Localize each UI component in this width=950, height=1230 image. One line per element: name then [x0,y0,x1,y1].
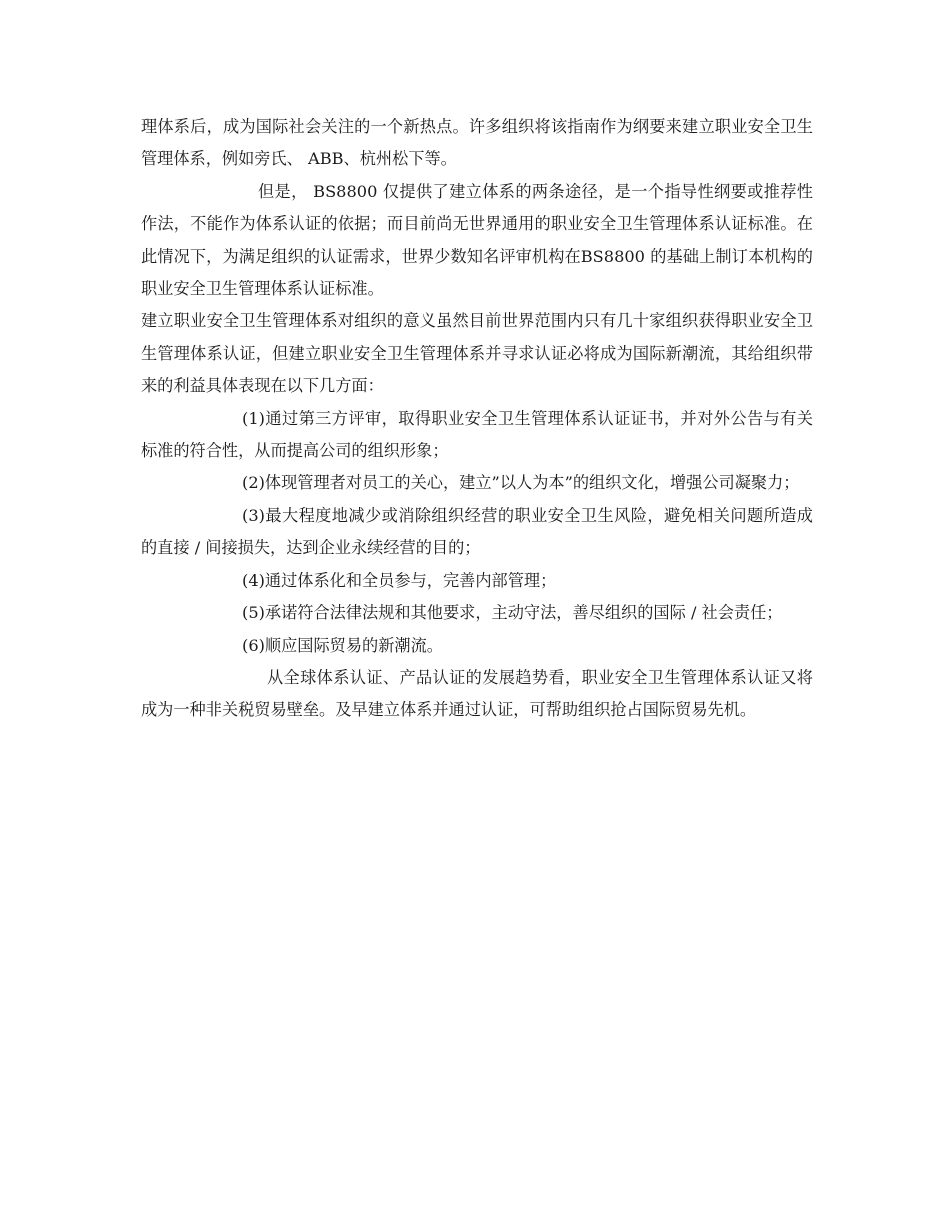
document-body [141,111,813,727]
paragraph-bs8800: 但是， BS8800 仅提供了建立体系的两条途径，是一个指导性纲要或推荐性作法，不能作为体系认证的依据；而目前尚无世界通用的职业安全卫生管理体系认证标准。在此情况下，为满足组织的认证需求，世界少数知名评审机构在BS8800 的基础上制订本机构的职业安全卫生管理体系认证标准。 [141,181,813,299]
list-item-5: (5)承诺符合法律法规和其他要求，主动守法，善尽组织的国际 / 社会责任； [242,603,783,623]
paragraph-significance: 建立职业安全卫生管理体系对组织的意义虽然目前世界范围内只有几十家组织获得职业安全卫生管理体系认证，但建立职业安全卫生管理体系并寻求认证必将成为国际新潮流，其给组织带来的利益具体表现在以下几方面： [141,311,813,396]
list-item-6: (6)顺应国际贸易的新潮流。 [242,635,443,655]
list-item-3: (3)最大程度地减少或消除组织经营的职业安全卫生风险，避免相关问题所造成的直接 / 间接损失，达到企业永续经营的目的； [141,505,813,558]
list-item-2: (2)体现管理者对员工的关心，建立”以人为本”的组织文化，增强公司凝聚力； [242,473,800,493]
paragraph-conclusion: 从全球体系认证、产品认证的发展趋势看，职业安全卫生管理体系认证又将成为一种非关税贸易壁垒。及早建立体系并通过认证，可帮助组织抢占国际贸易先机。 [141,667,813,720]
paragraph-continuation: 理体系后，成为国际社会关注的一个新热点。许多组织将该指南作为纲要来建立职业安全卫生管理体系，例如旁氏、 ABB、杭州松下等。 [141,117,813,169]
list-item-4: (4)通过体系化和全员参与，完善内部管理； [242,570,557,590]
list-item-1: (1)通过第三方评审，取得职业安全卫生管理体系认证证书，并对外公告与有关标准的符合性，从而提高公司的组织形象； [141,408,813,461]
